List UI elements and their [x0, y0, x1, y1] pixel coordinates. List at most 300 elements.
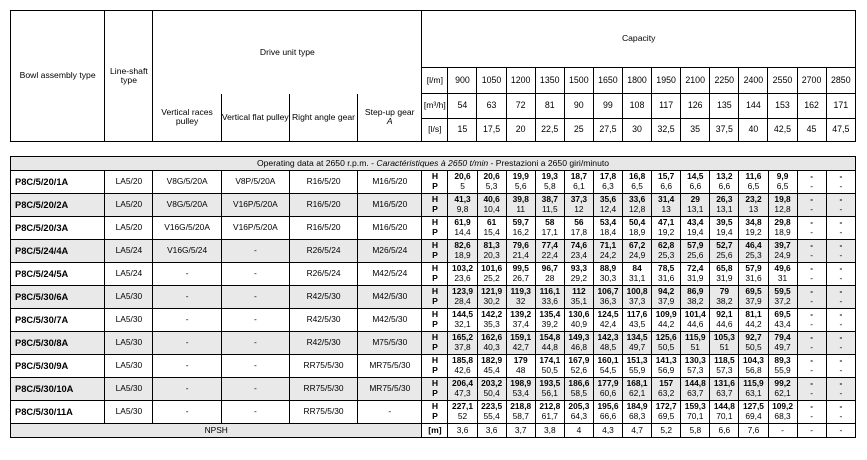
hp-value-cell	[768, 217, 797, 240]
vertical-races-pulley-cell: V8G/5/20A	[153, 194, 221, 217]
hp-value-cell	[652, 171, 681, 194]
table-row	[11, 286, 856, 309]
drive-unit-type-header: Drive unit type	[153, 11, 422, 94]
power-value: 6,6	[689, 181, 702, 191]
hp-value-cell	[797, 401, 826, 424]
step-up-gear-cell: MR75/5/30	[358, 355, 422, 378]
hp-value-cell	[623, 332, 652, 355]
line-shaft-cell: LA5/20	[105, 217, 153, 240]
power-value: 23,4	[570, 250, 588, 260]
head-value: 116,1	[539, 286, 561, 297]
hp-label-cell	[422, 263, 448, 286]
npsh-value: 3,8	[535, 424, 564, 438]
hp-value-cell	[739, 401, 768, 424]
operating-data-banner	[11, 157, 856, 171]
head-value: 109,9	[655, 309, 677, 320]
power-value: -	[839, 204, 843, 214]
hp-value-cell	[768, 263, 797, 286]
power-value: 37,8	[454, 342, 471, 352]
npsh-value: 4,3	[593, 424, 622, 438]
head-value: 125,6	[655, 332, 677, 343]
capacity-lpm-1: 1050	[477, 68, 506, 94]
step-up-gear-header: Step-up gear A	[358, 94, 422, 142]
power-value: 18,4	[599, 227, 617, 237]
head-value: 121,9	[481, 286, 503, 297]
hp-value-cell	[826, 332, 855, 355]
head-value: 172,7	[655, 401, 677, 412]
power-value: 56,8	[745, 365, 762, 375]
power-label: P	[432, 273, 438, 283]
power-value: 32,1	[454, 319, 471, 329]
hp-value-cell	[623, 240, 652, 263]
head-value: 193,5	[539, 378, 561, 389]
capacity-ls-9: 37,5	[710, 119, 739, 142]
head-value: 67,2	[628, 240, 646, 251]
model-name: P8C/5/20/3A	[11, 217, 105, 240]
model-name: P8C/5/30/11A	[11, 401, 105, 424]
capacity-m3h-0: 54	[448, 94, 477, 119]
power-value: -	[839, 181, 843, 191]
table-row	[11, 378, 856, 401]
head-value: 17,8	[599, 171, 617, 182]
power-value: 63,2	[658, 388, 675, 398]
power-value: 43,4	[774, 319, 791, 329]
hp-value-cell	[826, 355, 855, 378]
right-angle-gear-cell: RR75/5/30	[289, 355, 357, 378]
power-label: P	[432, 296, 438, 306]
step-up-gear-cell: M26/5/24	[358, 240, 422, 263]
power-value: 55,9	[628, 365, 646, 375]
head-value: 52,7	[716, 240, 733, 251]
power-value: 6,6	[718, 181, 731, 191]
unit-ls: [l/s]	[422, 119, 448, 142]
head-value: 79,6	[512, 240, 529, 251]
head-value: 127,5	[742, 401, 764, 412]
head-value: -	[810, 240, 814, 251]
head-label: H	[431, 401, 439, 412]
hp-value-cell	[448, 332, 477, 355]
power-value: 56,9	[658, 365, 675, 375]
capacity-m3h-3: 81	[535, 94, 564, 119]
head-value: 179	[513, 355, 528, 366]
hp-value-cell	[768, 171, 797, 194]
hp-value-cell	[739, 378, 768, 401]
vertical-flat-pulley-cell: -	[221, 332, 289, 355]
capacity-ls-4: 25	[564, 119, 593, 142]
capacity-lpm-8: 2100	[681, 68, 710, 94]
hp-value-cell	[652, 378, 681, 401]
hp-value-cell	[797, 332, 826, 355]
hp-value-cell	[593, 401, 622, 424]
capacity-lpm-13: 2850	[826, 68, 855, 94]
head-value: 81,1	[745, 309, 762, 320]
capacity-ls-6: 30	[622, 119, 651, 142]
power-value: 24,9	[628, 250, 646, 260]
hp-value-cell	[623, 171, 652, 194]
capacity-header: Capacity	[422, 11, 856, 68]
hp-value-cell	[448, 263, 477, 286]
head-label: H	[431, 194, 439, 205]
hp-value-cell	[681, 309, 710, 332]
head-value: 40,6	[483, 194, 500, 205]
power-value: 20,3	[483, 250, 500, 260]
head-value: -	[839, 309, 843, 320]
npsh-value: 3,6	[477, 424, 506, 438]
head-value: 160,1	[597, 355, 619, 366]
hp-value-cell	[710, 286, 739, 309]
capacity-lpm-9: 2250	[710, 68, 739, 94]
hp-value-cell	[652, 401, 681, 424]
hp-value-cell	[506, 217, 535, 240]
hp-value-cell	[739, 309, 768, 332]
hp-value-cell	[826, 286, 855, 309]
power-value: 31	[777, 273, 788, 283]
hp-value-cell	[681, 355, 710, 378]
head-value: 56	[574, 217, 584, 228]
head-value: 119,3	[510, 286, 531, 297]
vertical-races-pulley-cell: -	[153, 263, 221, 286]
step-up-gear-cell: M42/5/30	[358, 286, 422, 309]
head-value: 118,5	[714, 355, 735, 366]
table-row	[11, 263, 856, 286]
hp-value-cell	[768, 332, 797, 355]
head-value: 151,3	[626, 355, 648, 366]
hp-value-cell	[652, 332, 681, 355]
hp-value-cell	[652, 194, 681, 217]
head-value: 142,3	[597, 332, 619, 343]
head-value: 65,8	[716, 263, 733, 274]
power-value: 19,4	[716, 227, 733, 237]
power-value: 5,6	[514, 181, 527, 191]
head-value: 37,3	[570, 194, 588, 205]
head-value: 53,4	[599, 217, 617, 228]
right-angle-gear-cell: RR75/5/30	[289, 401, 357, 424]
power-value: 37,3	[628, 296, 646, 306]
power-value: 19,2	[658, 227, 675, 237]
capacity-lpm-5: 1650	[593, 68, 622, 94]
power-value: 19,2	[745, 227, 762, 237]
vertical-flat-pulley-cell: V8P/5/20A	[221, 171, 289, 194]
head-value: 134,5	[626, 332, 648, 343]
capacity-m3h-2: 72	[506, 94, 535, 119]
model-name: P8C/5/30/6A	[11, 286, 105, 309]
power-value: 15,4	[483, 227, 500, 237]
head-value: 20,6	[454, 171, 471, 182]
hp-label-cell	[422, 217, 448, 240]
hp-value-cell	[623, 286, 652, 309]
head-value: -	[810, 378, 814, 389]
head-value: 16,8	[628, 171, 646, 182]
power-value: 30,3	[599, 273, 617, 283]
power-value: 5,8	[543, 181, 556, 191]
vertical-races-pulley-cell: V16G/5/24	[153, 240, 221, 263]
hp-value-cell	[477, 286, 506, 309]
hp-value-cell	[681, 401, 710, 424]
head-value: 203,2	[481, 378, 503, 389]
hp-value-cell	[448, 309, 477, 332]
npsh-label: NPSH	[11, 424, 422, 438]
head-value: 31,4	[658, 194, 675, 205]
power-value: 44,2	[658, 319, 675, 329]
power-value: 49,7	[628, 342, 646, 352]
capacity-ls-0: 15	[448, 119, 477, 142]
hp-value-cell	[768, 240, 797, 263]
head-value: 182,9	[481, 355, 503, 366]
hp-value-cell	[797, 355, 826, 378]
head-value: -	[810, 171, 814, 182]
hp-value-cell	[564, 401, 593, 424]
power-label: P	[432, 250, 438, 260]
capacity-ls-7: 32,5	[652, 119, 681, 142]
head-value: -	[810, 309, 814, 320]
vertical-flat-pulley-header: Vertical flat pulley	[221, 94, 289, 142]
head-value: 141,3	[655, 355, 677, 366]
hp-value-cell	[593, 263, 622, 286]
hp-value-cell	[710, 194, 739, 217]
head-value: -	[839, 171, 843, 182]
header-table	[10, 10, 856, 142]
hp-value-cell	[593, 378, 622, 401]
right-angle-gear-cell: R16/5/20	[289, 194, 357, 217]
power-value: 50,5	[541, 365, 558, 375]
hp-value-cell	[535, 378, 564, 401]
hp-value-cell	[593, 217, 622, 240]
hp-value-cell	[739, 263, 768, 286]
head-value: 57,9	[745, 263, 762, 274]
unit-lpm: [l/m]	[422, 68, 448, 94]
head-label: H	[431, 332, 439, 343]
head-label: H	[431, 378, 439, 389]
hp-value-cell	[564, 217, 593, 240]
head-value: 112	[572, 286, 586, 297]
line-shaft-cell: LA5/30	[105, 309, 153, 332]
hp-value-cell	[797, 286, 826, 309]
head-value: 93,3	[570, 263, 588, 274]
head-value: 104,3	[742, 355, 764, 366]
power-value: 25,6	[687, 250, 704, 260]
table-row	[11, 355, 856, 378]
hp-value-cell	[681, 240, 710, 263]
head-value: 61	[486, 217, 497, 228]
hp-value-cell	[535, 286, 564, 309]
head-value: 89,3	[774, 355, 791, 366]
step-up-gear-cell: M16/5/20	[358, 171, 422, 194]
hp-value-cell	[564, 171, 593, 194]
vertical-flat-pulley-cell: -	[221, 378, 289, 401]
hp-value-cell	[535, 240, 564, 263]
head-value: -	[839, 355, 843, 366]
power-value: 31,1	[628, 273, 646, 283]
head-value: 135,4	[539, 309, 561, 320]
head-value: -	[839, 217, 843, 228]
head-value: 212,8	[539, 401, 561, 412]
head-value: -	[839, 401, 843, 412]
power-value: 69,5	[658, 411, 675, 421]
hp-label-cell	[422, 401, 448, 424]
head-value: -	[839, 286, 843, 297]
capacity-ls-12: 45	[797, 119, 826, 142]
hp-value-cell	[768, 309, 797, 332]
npsh-value: 3,6	[448, 424, 477, 438]
hp-value-cell	[564, 240, 593, 263]
hp-value-cell	[739, 194, 768, 217]
capacity-lpm-4: 1500	[564, 68, 593, 94]
line-shaft-cell: LA5/20	[105, 194, 153, 217]
capacity-ls-1: 17,5	[477, 119, 506, 142]
hp-value-cell	[477, 263, 506, 286]
head-value: 115,9	[685, 332, 706, 343]
bowl-assembly-type-header: Bowl assembly type	[11, 11, 105, 142]
power-value: 25,3	[658, 250, 675, 260]
power-value: 12,8	[774, 204, 791, 214]
vertical-flat-pulley-cell: -	[221, 240, 289, 263]
power-value: 58,7	[512, 411, 529, 421]
vertical-races-pulley-cell: -	[153, 286, 221, 309]
head-value: 9,9	[776, 171, 789, 182]
capacity-lpm-7: 1950	[652, 68, 681, 94]
power-label: P	[432, 342, 438, 352]
right-angle-gear-cell: R26/5/24	[289, 263, 357, 286]
vertical-races-pulley-cell: -	[153, 309, 221, 332]
capacity-m3h-1: 63	[477, 94, 506, 119]
hp-value-cell	[739, 332, 768, 355]
line-shaft-cell: LA5/30	[105, 401, 153, 424]
hp-value-cell	[535, 332, 564, 355]
head-value: 96,7	[541, 263, 558, 274]
hp-value-cell	[710, 240, 739, 263]
hp-value-cell	[506, 378, 535, 401]
vertical-races-pulley-cell: -	[153, 401, 221, 424]
head-value: 144,8	[713, 401, 735, 412]
power-value: 32	[516, 296, 526, 306]
head-value: 157	[659, 378, 674, 389]
power-value: -	[839, 388, 843, 398]
power-value: 36,3	[599, 296, 617, 306]
hp-value-cell	[768, 378, 797, 401]
power-value: 62,1	[774, 388, 791, 398]
head-label: H	[431, 240, 439, 251]
head-value: -	[810, 355, 814, 366]
head-value: -	[810, 217, 814, 228]
head-value: 82,6	[454, 240, 471, 251]
hp-value-cell	[797, 217, 826, 240]
power-value: 12,8	[628, 204, 646, 214]
power-value: 24,9	[774, 250, 791, 260]
head-value: 34,8	[745, 217, 762, 228]
power-value: 23,6	[454, 273, 471, 283]
hp-value-cell	[826, 378, 855, 401]
head-value: -	[810, 401, 814, 412]
head-label: H	[431, 309, 439, 320]
hp-value-cell	[826, 263, 855, 286]
head-value: 33,6	[628, 194, 646, 205]
power-value: 46,8	[570, 342, 588, 352]
line-shaft-cell: LA5/20	[105, 171, 153, 194]
capacity-lpm-3: 1350	[535, 68, 564, 94]
capacity-m3h-5: 99	[593, 94, 622, 119]
power-value: 53,4	[512, 388, 529, 398]
power-value: 22,4	[541, 250, 558, 260]
line-shaft-type-header: Line-shaft type	[105, 11, 153, 142]
hp-value-cell	[535, 217, 564, 240]
vertical-flat-pulley-cell: -	[221, 309, 289, 332]
power-value: 55,4	[483, 411, 500, 421]
hp-value-cell	[623, 401, 652, 424]
power-value: 9,8	[456, 204, 469, 214]
head-value: -	[810, 194, 814, 205]
hp-value-cell	[826, 401, 855, 424]
hp-value-cell	[564, 332, 593, 355]
head-value: 149,3	[568, 332, 590, 343]
hp-value-cell	[506, 240, 535, 263]
head-value: 35,6	[599, 194, 617, 205]
power-value: 31,6	[658, 273, 675, 283]
power-value: 5	[460, 181, 465, 191]
hp-value-cell	[535, 171, 564, 194]
table-row	[11, 309, 856, 332]
power-value: 42,6	[454, 365, 471, 375]
step-up-gear-cell: -	[358, 401, 422, 424]
head-value: -	[839, 332, 843, 343]
hp-value-cell	[710, 217, 739, 240]
vertical-flat-pulley-cell: V16P/5/20A	[221, 194, 289, 217]
power-value: 14,4	[454, 227, 471, 237]
power-value: -	[839, 296, 843, 306]
npsh-value: 5,8	[681, 424, 710, 438]
step-up-ratio: A	[386, 116, 393, 127]
power-value: 44,6	[716, 319, 733, 329]
head-value: 154,8	[539, 332, 561, 343]
hp-value-cell	[826, 171, 855, 194]
line-shaft-cell: LA5/30	[105, 286, 153, 309]
power-value: -	[810, 250, 814, 260]
power-value: 33,6	[541, 296, 558, 306]
power-value: 19,4	[687, 227, 704, 237]
capacity-lpm-11: 2550	[768, 68, 797, 94]
head-value: 77,4	[541, 240, 558, 251]
power-value: 6,5	[776, 181, 789, 191]
head-value: 29,8	[774, 217, 791, 228]
power-value: 11,5	[541, 204, 558, 214]
head-value: 100,8	[626, 286, 648, 297]
head-value: 49,6	[774, 263, 791, 274]
hp-value-cell	[681, 171, 710, 194]
power-value: 43,5	[628, 319, 646, 329]
power-value: 25,2	[483, 273, 500, 283]
capacity-m3h-11: 153	[768, 94, 797, 119]
power-value: 31,9	[687, 273, 704, 283]
hp-value-cell	[797, 171, 826, 194]
table-row	[11, 240, 856, 263]
hp-value-cell	[477, 378, 506, 401]
head-value: 47,1	[658, 217, 675, 228]
power-value: -	[839, 227, 843, 237]
hp-value-cell	[535, 263, 564, 286]
hp-value-cell	[448, 171, 477, 194]
power-value: 47,3	[454, 388, 471, 398]
power-value: 50,5	[745, 342, 762, 352]
power-value: 10,4	[483, 204, 500, 214]
hp-value-cell	[681, 194, 710, 217]
capacity-m3h-8: 126	[681, 94, 710, 119]
hp-value-cell	[739, 286, 768, 309]
line-shaft-cell: LA5/30	[105, 355, 153, 378]
hp-label-cell	[422, 194, 448, 217]
power-value: 16,2	[512, 227, 529, 237]
power-value: 42,7	[512, 342, 529, 352]
power-value: 6,1	[573, 181, 585, 191]
hp-value-cell	[593, 286, 622, 309]
